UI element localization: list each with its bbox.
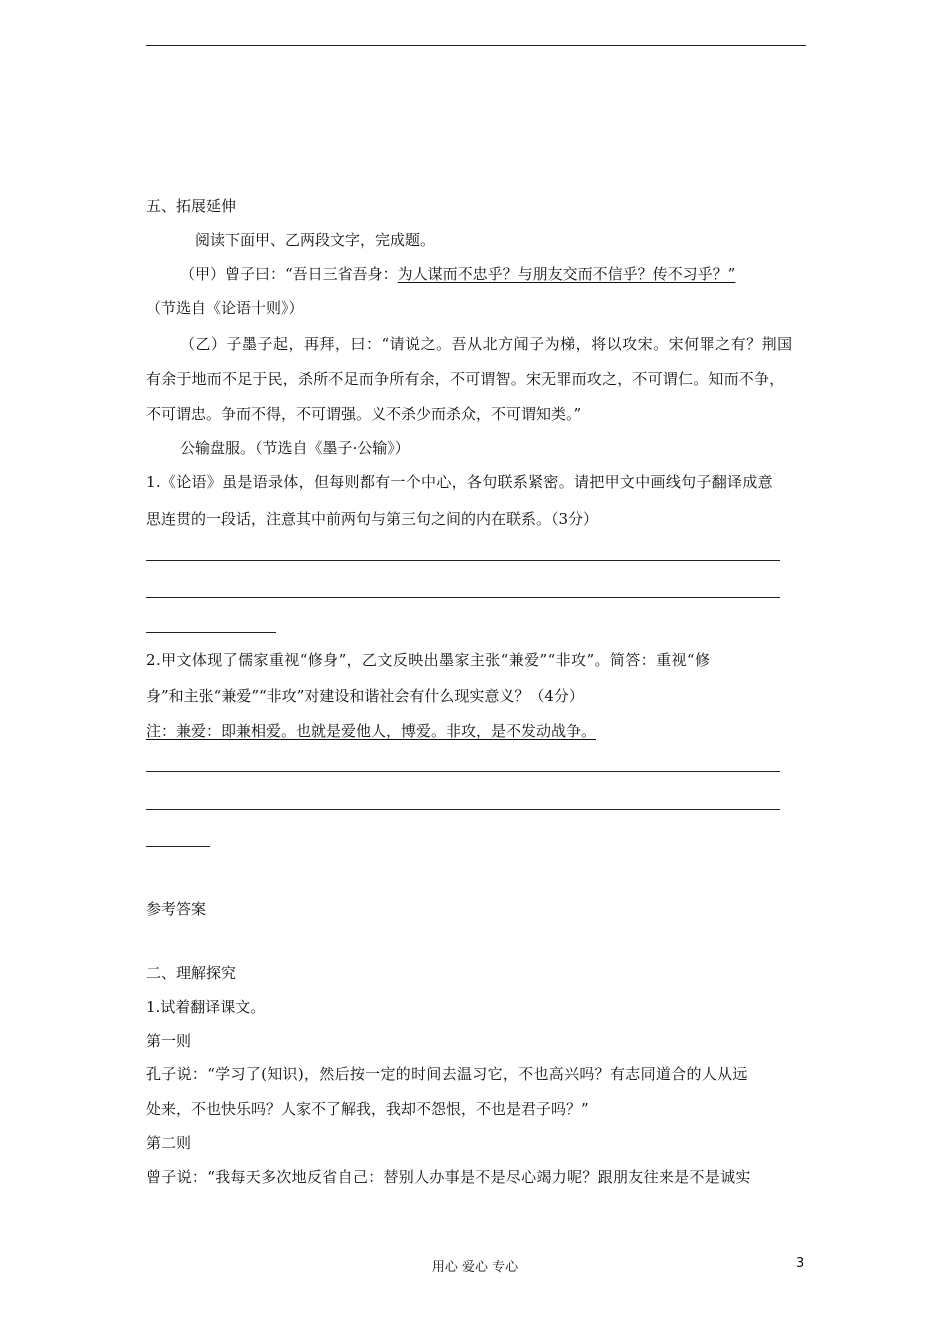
page-number: 3 xyxy=(796,1256,805,1271)
passage-jia-prefix: （甲）曾子曰：“吾日三省吾身： xyxy=(180,265,398,283)
answers-heading: 参考答案 xyxy=(146,900,207,918)
answers-item: 1.试着翻译课文。 xyxy=(146,998,266,1016)
question-1-text: 思连贯的一段话，注意其中前两句与第三句之间的内在联系。（3分） xyxy=(146,510,599,528)
passage-yi-line: （乙）子墨子起，再拜，曰：“请说之。吾从北方闻子为梯，将以攻宋。宋何罪之有？荆国 xyxy=(180,335,793,353)
answers-translation-line: 孔子说：“学习了(知识)，然后按一定的时间去温习它，不也高兴吗？有志同道合的人从远 xyxy=(146,1065,748,1083)
reading-instruction: 阅读下面甲、乙两段文字，完成题。 xyxy=(195,231,436,249)
question-1-text: 1.《论语》虽是语录体，但每则都有一个中心，各句联系紧密。请把甲文中画线句子翻译成意 xyxy=(146,473,773,491)
passage-jia-source: （节选自《论语十则》） xyxy=(146,299,304,317)
answers-part-title: 第二则 xyxy=(146,1134,192,1152)
passage-jia-underlined: 为人谋而不忠乎？与朋友交而不信乎？传不习乎？” xyxy=(397,265,736,283)
answer-line xyxy=(146,632,276,633)
answer-line xyxy=(146,846,210,847)
answers-part-title: 第一则 xyxy=(146,1032,192,1050)
question-2-note: 注：兼爱：即兼相爱。也就是爱他人，博爱。非攻，是不发动战争。 xyxy=(146,722,597,740)
answer-line xyxy=(146,597,780,598)
answers-section-heading: 二、理解探究 xyxy=(146,964,237,982)
passage-jia xyxy=(180,264,735,284)
question-2-text: 2.甲文体现了儒家重视“修身”，乙文反映出墨家主张“兼爱”“非攻”。简答：重视“修 xyxy=(146,651,711,669)
answer-line xyxy=(146,560,780,561)
answer-line xyxy=(146,809,780,810)
passage-yi-line: 不可谓忠。争而不得，不可谓强。义不杀少而杀众，不可谓知类。” xyxy=(146,405,582,423)
answer-line xyxy=(146,771,780,772)
section-heading: 五、拓展延伸 xyxy=(146,197,237,215)
answers-translation-line: 处来，不也快乐吗？人家不了解我，我却不怨恨，不也是君子吗？” xyxy=(146,1100,589,1118)
answers-translation-line: 曾子说：“我每天多次地反省自己：替别人办事是不是尽心竭力呢？跟朋友往来是不是诚实 xyxy=(146,1168,751,1186)
header-rule xyxy=(146,45,806,46)
footer-motto: 用心 爱心 专心 xyxy=(431,1260,519,1275)
question-2-text: 身”和主张“兼爱”“非攻”对建设和谐社会有什么现实意义？（4分） xyxy=(146,687,584,705)
passage-yi-line: 有余于地而不足于民，杀所不足而争所有余，不可谓智。宋无罪而攻之，不可谓仁。知而不争， xyxy=(146,370,785,388)
passage-yi-line: 公输盘服。（节选自《墨子·公输》） xyxy=(180,439,410,457)
